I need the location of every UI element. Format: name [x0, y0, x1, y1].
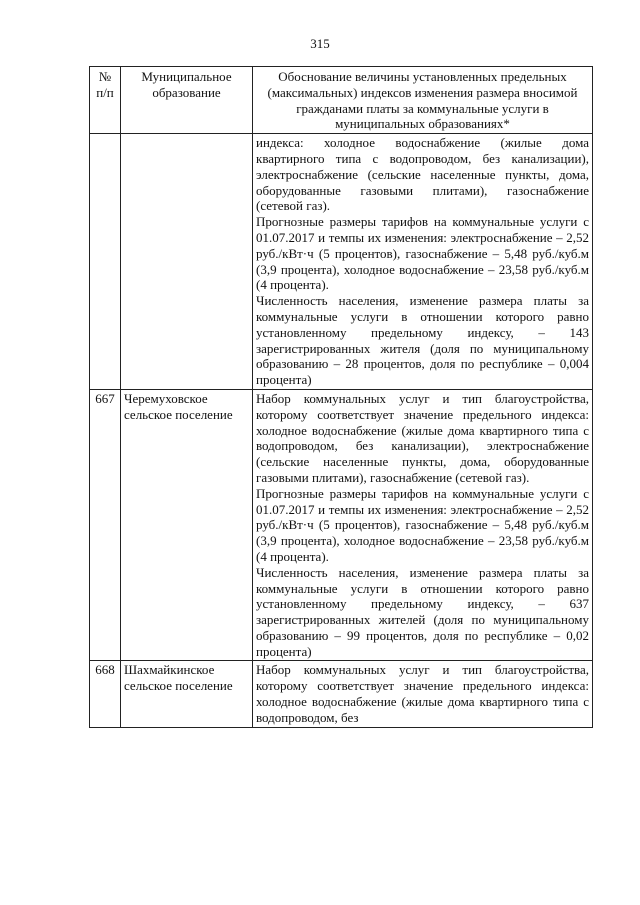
table-row	[90, 661, 593, 727]
table-header-row	[90, 67, 593, 134]
header-justification: Обоснование величины установленных предельных (максимальных) индексов изменения размера вносимой гражданами платы за коммунальные услуги в муниципальных образованиях*	[253, 67, 593, 134]
table-row	[90, 389, 593, 661]
justification-paragraph: Численность населения, изменение размера платы за коммунальные услуги в отношении которого равно установленному предельному индексу, – 637 зарегистрированных жителей (доля по муниципальному образованию – 99 процентов, доля по республике – 0,02 процента)	[256, 564, 589, 659]
page-number: 315	[310, 36, 330, 51]
row-number	[90, 134, 121, 390]
justification-paragraph: Набор коммунальных услуг и тип благоустройства, которому соответствует значение предельного индекса: холодное водоснабжение (жилые дома квартирного типа с водопроводом, без	[256, 662, 589, 725]
municipality-name	[121, 134, 253, 390]
tariff-index-table	[89, 66, 593, 728]
justification-paragraph: Численность населения, изменение размера платы за коммунальные услуги в отношении которого равно установленному предельному индексу, – 143 зарегистрированных жителя (доля по муниципальному образованию – 28 процентов, доля по республике – 0,004 процента)	[256, 293, 589, 388]
justification-paragraph: Набор коммунальных услуг и тип благоустройства, которому соответствует значение предельного индекса: холодное водоснабжение (жилые дома квартирного типа с водопроводом, без канализации), электроснабжение (сельские населенные пункты, дома, оборудованные газовыми плитами), газоснабжение (сетевой газ).	[256, 390, 589, 485]
justification-cell	[253, 134, 593, 390]
header-number: № п/п	[90, 67, 121, 134]
justification-paragraph: Прогнозные размеры тарифов на коммунальные услуги с 01.07.2017 и темпы их изменения: электроснабжение – 2,52 руб./кВт·ч (5 процентов), газоснабжение – 5,48 руб./куб.м (3,9 процента), холодное водоснабжение – 23,58 руб./куб.м (4 процента).	[256, 485, 589, 564]
header-municipality: Муниципальное образование	[121, 67, 253, 134]
row-number: 668	[90, 661, 121, 727]
row-number: 667	[90, 389, 121, 661]
justification-paragraph: индекса: холодное водоснабжение (жилые дома квартирного типа с водопроводом, без канализации), электроснабжение (сельские населенные пункты, дома, оборудованные газовыми плитами), газоснабжение (сетевой газ).	[256, 135, 589, 214]
municipality-name: Шахмайкинское сельское поселение	[121, 661, 253, 727]
municipality-name: Черемуховское сельское поселение	[121, 389, 253, 661]
justification-cell	[253, 389, 593, 661]
justification-cell	[253, 661, 593, 727]
justification-paragraph: Прогнозные размеры тарифов на коммунальные услуги с 01.07.2017 и темпы их изменения: электроснабжение – 2,52 руб./кВт·ч (5 процентов), газоснабжение – 5,48 руб./куб.м (3,9 процента), холодное водоснабжение – 23,58 руб./куб.м (4 процента).	[256, 214, 589, 293]
table-row	[90, 134, 593, 390]
